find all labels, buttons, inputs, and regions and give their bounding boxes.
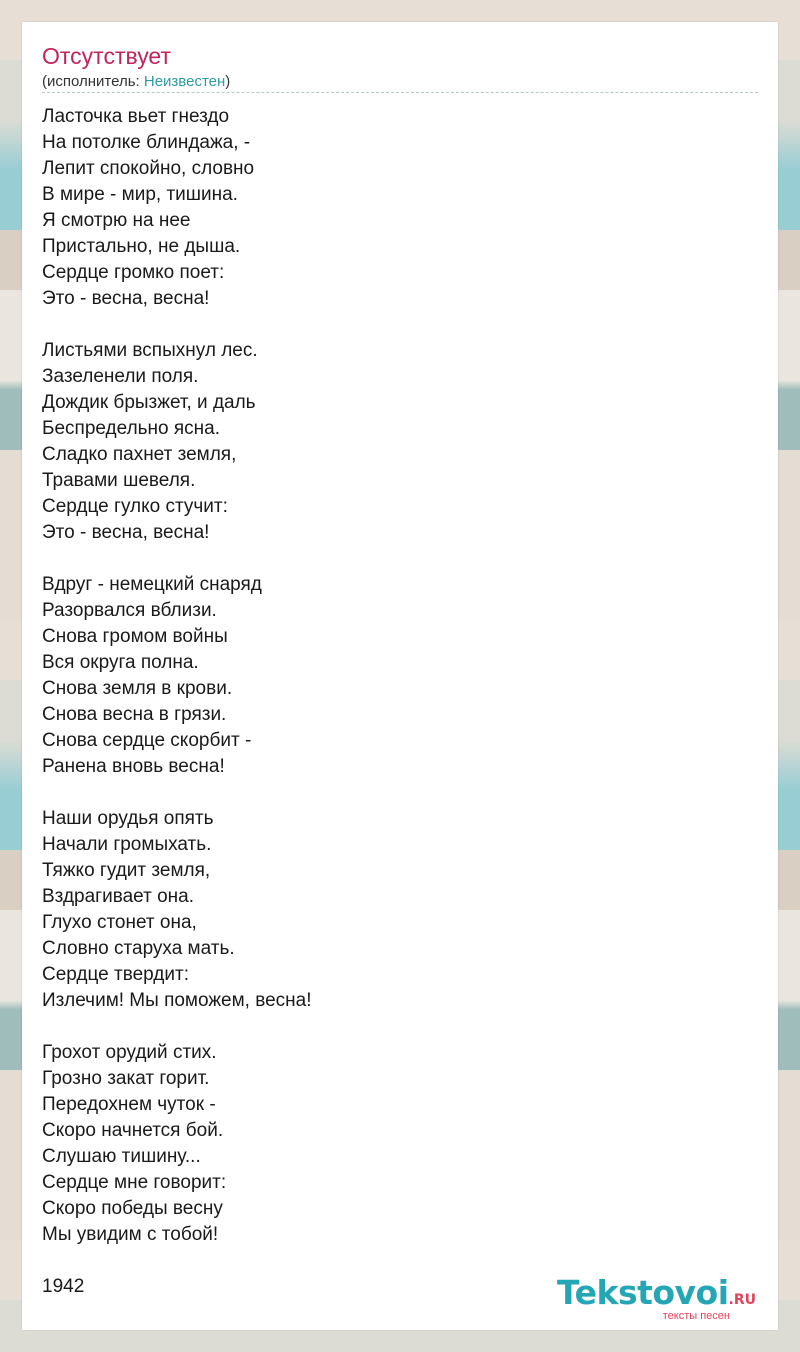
- lyric-line: [42, 312, 312, 338]
- lyric-line: [42, 546, 312, 572]
- lyric-line: Ласточка вьет гнездо: [42, 106, 230, 127]
- artist-suffix: ): [225, 73, 231, 90]
- artist-prefix: (исполнитель:: [42, 73, 144, 90]
- lyric-line: Снова громом войны: [42, 626, 228, 647]
- song-title: Отсутствует: [42, 43, 171, 69]
- lyric-line: Это - весна, весна!: [42, 522, 210, 543]
- lyric-line: Пристально, не дыша.: [42, 236, 241, 257]
- lyric-line: Вся округа полна.: [42, 652, 199, 673]
- lyric-line: Снова земля в крови.: [42, 678, 233, 699]
- lyric-line: Вдруг - немецкий снаряд: [42, 574, 262, 595]
- lyric-line: Словно старуха мать.: [42, 938, 235, 959]
- lyric-line: Грохот орудий стих.: [42, 1042, 217, 1063]
- song-year: 1942: [42, 1276, 85, 1297]
- lyric-line: Беспредельно ясна.: [42, 418, 221, 439]
- logo-name: Tekstovoi: [556, 1273, 729, 1312]
- lyric-line: Сердце мне говорит:: [42, 1172, 227, 1193]
- lyric-line: Сладко пахнет земля,: [42, 444, 237, 465]
- lyric-line: В мире - мир, тишина.: [42, 184, 238, 205]
- artist-link[interactable]: Неизвестен: [143, 73, 226, 90]
- lyric-line: Тяжко гудит земля,: [42, 860, 211, 881]
- lyric-line: Передохнем чуток -: [42, 1094, 216, 1115]
- artist-line: [42, 72, 230, 92]
- lyric-line: Грозно закат горит.: [42, 1068, 210, 1089]
- lyric-line: Дождик брызжет, и даль: [42, 392, 256, 413]
- lyric-line: Сердце гулко стучит:: [42, 496, 228, 517]
- lyric-line: Ранена вновь весна!: [42, 756, 225, 777]
- lyric-line: Скоро победы весну: [42, 1198, 223, 1219]
- lyric-line: [42, 1014, 312, 1040]
- lyric-line: Это - весна, весна!: [42, 288, 210, 309]
- lyric-line: [42, 780, 312, 806]
- lyric-line: Мы увидим с тобой!: [42, 1224, 219, 1245]
- lyric-line: Зазеленели поля.: [42, 366, 199, 387]
- lyric-line: Наши орудья опять: [42, 808, 214, 829]
- lyric-line: Слушаю тишину...: [42, 1146, 201, 1167]
- logo-tagline: тексты песен: [662, 1310, 730, 1322]
- lyric-line: Я смотрю на нее: [42, 210, 191, 231]
- lyric-line: Снова сердце скорбит -: [42, 730, 252, 751]
- lyric-line: Снова весна в грязи.: [42, 704, 227, 725]
- site-logo[interactable]: [558, 1270, 768, 1330]
- lyrics-card: [22, 22, 778, 1330]
- lyric-line: Травами шевеля.: [42, 470, 196, 491]
- lyric-line: Листьями вспыхнул лес.: [42, 340, 258, 361]
- lyric-line: Начали громыхать.: [42, 834, 212, 855]
- lyrics-text: [42, 104, 312, 1248]
- lyric-line: Излечим! Мы поможем, весна!: [42, 990, 312, 1011]
- lyric-line: Лепит спокойно, словно: [42, 158, 255, 179]
- lyric-line: Глухо стонет она,: [42, 912, 197, 933]
- logo-tld: .RU: [728, 1292, 756, 1308]
- lyric-line: Сердце громко поет:: [42, 262, 225, 283]
- dashed-divider: [42, 92, 758, 93]
- lyric-line: Сердце твердит:: [42, 964, 189, 985]
- lyric-line: Разорвался вблизи.: [42, 600, 217, 621]
- lyric-line: Скоро начнется бой.: [42, 1120, 224, 1141]
- lyric-line: Вздрагивает она.: [42, 886, 194, 907]
- lyric-line: На потолке блиндажа, -: [42, 132, 251, 153]
